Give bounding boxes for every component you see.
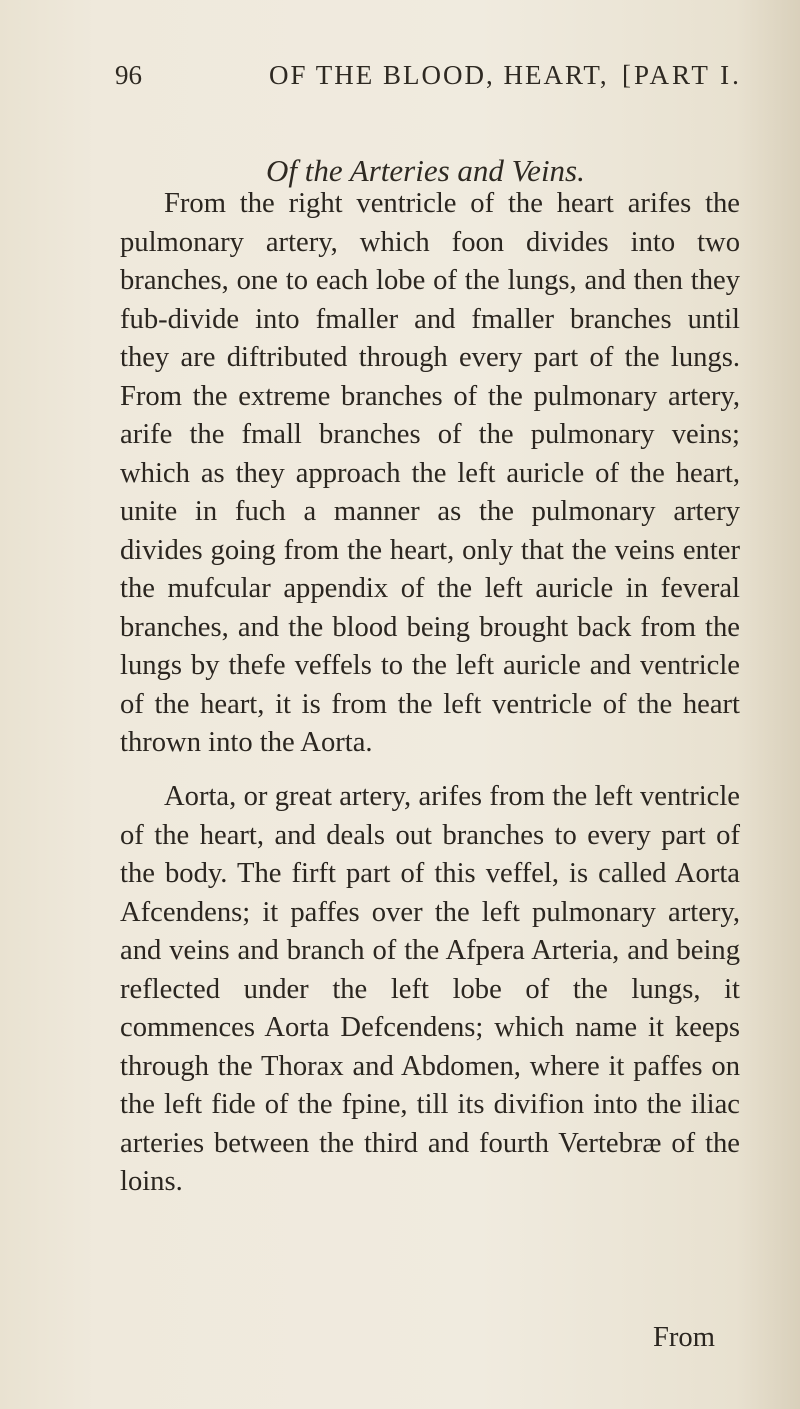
paragraph-pulmonary: From the right ventricle of the heart arifes the pulmonary artery, which foon divides into two branches, one to each lobe of the lungs, and then they fub-divide into fmaller and fmaller branches until they are diftributed through every part of the lungs. From the extreme branches of the pulmonary artery, arife the fmall branches of the pulmonary veins; which as they approach the left auricle of the heart, unite in fuch a manner as the pulmonary artery divides going from the heart, only that the veins enter the mufcular appendix of the left auricle in feveral branches, and the blood being brought back from the lungs by thefe veffels to the left auricle and ventricle of the heart, it is from the left ventricle of the heart thrown into the Aorta. (120, 188, 740, 758)
part-label: [PART I. (622, 60, 742, 90)
catchword: From (653, 1322, 715, 1353)
running-title: OF THE BLOOD, HEART, (269, 60, 609, 90)
paragraph-aorta: Aorta, or great artery, arifes from the left ventricle of the heart, and deals out branches to every part of the body. The firft part of this veffel, is called Aorta Afcendens; it paffes over the left pulmonary artery, and veins and branch of the Afpera Arteria, and being reflected under the left lobe of the lungs, it commences Aorta Defcendens; which name it keeps through the Thorax and Abdomen, where it paffes on the left fide of the fpine, till its divifion into the iliac arteries between the third and fourth Vertebræ of the loins. (120, 781, 740, 1197)
section-title: Of the Arteries and Veins. (266, 153, 585, 188)
page-number: 96 (115, 60, 142, 90)
running-header (115, 60, 755, 100)
